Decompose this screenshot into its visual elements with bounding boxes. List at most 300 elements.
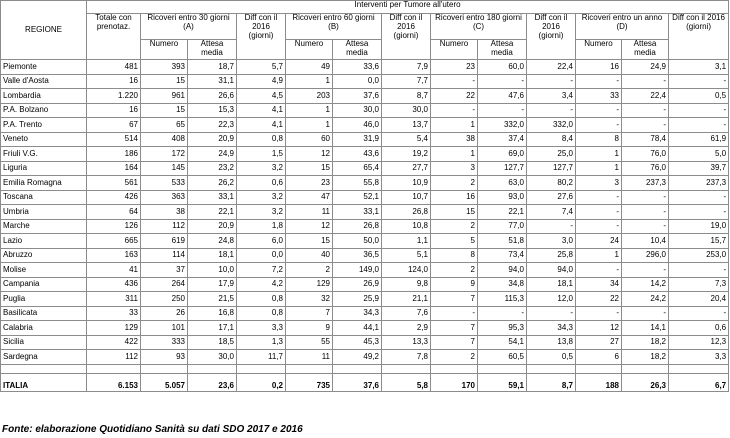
cell-d30: 6,0 xyxy=(237,234,286,249)
cell-d365: - xyxy=(669,74,729,89)
cell-d365: 0,5 xyxy=(669,89,729,104)
header-r365: Ricoveri entro un anno (D) xyxy=(576,14,669,40)
cell-d30: 3,2 xyxy=(237,190,286,205)
cell-d30: 1,5 xyxy=(237,147,286,162)
cell-r180-numero: 5 xyxy=(431,234,478,249)
header-d60: Diff con il 2016 (giorni) xyxy=(382,14,431,60)
cell-region: P.A. Bolzano xyxy=(1,103,87,118)
cell-r180-attesa: 47,6 xyxy=(478,89,527,104)
cell-total: 422 xyxy=(87,335,141,350)
cell-r365-numero: 24 xyxy=(576,234,622,249)
cell-d365: 12,3 xyxy=(669,335,729,350)
cell-d60: 9,8 xyxy=(382,277,431,292)
cell-r30-attesa: 26,6 xyxy=(188,89,237,104)
cell-d365: 15,7 xyxy=(669,234,729,249)
cell-d365: - xyxy=(669,190,729,205)
cell-total: 514 xyxy=(87,132,141,147)
cell-region: Campania xyxy=(1,277,87,292)
cell-r30-numero: 101 xyxy=(141,321,188,336)
cell-r180-numero: 9 xyxy=(431,277,478,292)
cell-r30-numero: 408 xyxy=(141,132,188,147)
cell-region: Lombardia xyxy=(1,89,87,104)
cell-r30-attesa: 33,1 xyxy=(188,190,237,205)
cell-r365-attesa: - xyxy=(622,74,669,89)
cell-d60: 7,9 xyxy=(382,60,431,75)
cell-r365-attesa: 78,4 xyxy=(622,132,669,147)
cell-d365: - xyxy=(669,306,729,321)
table-row xyxy=(1,350,729,365)
spacer-cell xyxy=(1,364,87,373)
cell-r180-attesa: 51,8 xyxy=(478,234,527,249)
cell-r60-numero: 2 xyxy=(286,263,333,278)
cell-d60: 7,8 xyxy=(382,350,431,365)
cell-r30-attesa: 23,6 xyxy=(188,373,237,391)
spacer-cell xyxy=(622,364,669,373)
header-attesa: Attesa media xyxy=(188,40,237,60)
table-row xyxy=(1,147,729,162)
cell-r60-attesa: 33,6 xyxy=(333,60,382,75)
cell-region: Marche xyxy=(1,219,87,234)
cell-d365: 7,3 xyxy=(669,277,729,292)
header-attesa: Attesa media xyxy=(478,40,527,60)
header-region: REGIONE xyxy=(1,1,87,60)
table-row xyxy=(1,263,729,278)
cell-r60-attesa: 52,1 xyxy=(333,190,382,205)
cell-r365-numero: 6 xyxy=(576,350,622,365)
cell-r30-attesa: 22,1 xyxy=(188,205,237,220)
cell-r180-numero: 2 xyxy=(431,263,478,278)
cell-d180: 12,0 xyxy=(527,292,576,307)
cell-r365-attesa: 26,3 xyxy=(622,373,669,391)
cell-r30-attesa: 18,7 xyxy=(188,60,237,75)
cell-d180: 127,7 xyxy=(527,161,576,176)
cell-r365-numero: - xyxy=(576,263,622,278)
spacer-cell xyxy=(237,364,286,373)
cell-r60-attesa: 37,6 xyxy=(333,373,382,391)
cell-r60-attesa: 49,2 xyxy=(333,350,382,365)
cell-r30-attesa: 30,0 xyxy=(188,350,237,365)
cell-d30: 3,2 xyxy=(237,205,286,220)
cell-total: 436 xyxy=(87,277,141,292)
cell-r60-numero: 49 xyxy=(286,60,333,75)
cell-r180-attesa: 127,7 xyxy=(478,161,527,176)
cell-r30-numero: 38 xyxy=(141,205,188,220)
cell-r30-attesa: 31,1 xyxy=(188,74,237,89)
cell-r365-attesa: 24,9 xyxy=(622,60,669,75)
cell-d180: - xyxy=(527,306,576,321)
cell-region: Sicilia xyxy=(1,335,87,350)
cell-r30-numero: 93 xyxy=(141,350,188,365)
cell-r180-attesa: 77,0 xyxy=(478,219,527,234)
header-r30: Ricoveri entro 30 giorni (A) xyxy=(141,14,237,40)
cell-total: 126 xyxy=(87,219,141,234)
cell-r30-numero: 333 xyxy=(141,335,188,350)
cell-r30-attesa: 22,3 xyxy=(188,118,237,133)
cell-r180-numero: 15 xyxy=(431,205,478,220)
cell-r30-numero: 15 xyxy=(141,74,188,89)
cell-r365-attesa: 24,2 xyxy=(622,292,669,307)
spacer-row xyxy=(1,364,729,373)
cell-d180: 332,0 xyxy=(527,118,576,133)
cell-d180: 8,7 xyxy=(527,373,576,391)
cell-r180-attesa: 115,3 xyxy=(478,292,527,307)
cell-r365-attesa: 18,2 xyxy=(622,350,669,365)
cell-r180-attesa: 60,0 xyxy=(478,60,527,75)
cell-d180: 8,4 xyxy=(527,132,576,147)
cell-r60-numero: 129 xyxy=(286,277,333,292)
table-row xyxy=(1,335,729,350)
cell-d180: 25,0 xyxy=(527,147,576,162)
cell-d30: 0,8 xyxy=(237,306,286,321)
cell-d180: 80,2 xyxy=(527,176,576,191)
cell-r365-attesa: 76,0 xyxy=(622,147,669,162)
cell-d60: 124,0 xyxy=(382,263,431,278)
header-numero: Numero xyxy=(576,40,622,60)
cell-r365-attesa: - xyxy=(622,306,669,321)
cell-r60-attesa: 44,1 xyxy=(333,321,382,336)
cell-r365-numero: 12 xyxy=(576,321,622,336)
cell-d30: 3,2 xyxy=(237,161,286,176)
cell-r180-numero: 170 xyxy=(431,373,478,391)
cell-r60-numero: 40 xyxy=(286,248,333,263)
cell-region: Umbria xyxy=(1,205,87,220)
cell-region: Veneto xyxy=(1,132,87,147)
header-group-title: Interventi per Tumore all'utero xyxy=(87,1,729,14)
header-r180: Ricoveri entro 180 giorni (C) xyxy=(431,14,527,40)
header-d30: Diff con il 2016 (giorni) xyxy=(237,14,286,60)
cell-d365: - xyxy=(669,103,729,118)
cell-d60: 13,3 xyxy=(382,335,431,350)
cell-r30-attesa: 20,9 xyxy=(188,219,237,234)
header-r60: Ricoveri entro 60 giorni (B) xyxy=(286,14,382,40)
cell-d180: 25,8 xyxy=(527,248,576,263)
cell-d60: 5,8 xyxy=(382,373,431,391)
cell-region: Valle d'Aosta xyxy=(1,74,87,89)
cell-d60: 26,8 xyxy=(382,205,431,220)
table-row xyxy=(1,190,729,205)
table-row xyxy=(1,176,729,191)
cell-r30-attesa: 24,9 xyxy=(188,147,237,162)
cell-r60-numero: 11 xyxy=(286,205,333,220)
spacer-cell xyxy=(141,364,188,373)
cell-r180-attesa: 73,4 xyxy=(478,248,527,263)
cell-r365-numero: - xyxy=(576,205,622,220)
cell-d365: 3,3 xyxy=(669,350,729,365)
cell-r365-attesa: - xyxy=(622,263,669,278)
cell-d60: 30,0 xyxy=(382,103,431,118)
cell-d180: 18,1 xyxy=(527,277,576,292)
cell-d30: 11,7 xyxy=(237,350,286,365)
cell-d365: 253,0 xyxy=(669,248,729,263)
cell-r30-numero: 264 xyxy=(141,277,188,292)
cell-r30-attesa: 16,8 xyxy=(188,306,237,321)
cell-r180-numero: 2 xyxy=(431,350,478,365)
cell-r180-numero: 2 xyxy=(431,176,478,191)
cell-d30: 1,8 xyxy=(237,219,286,234)
cell-d365: - xyxy=(669,205,729,220)
cell-d365: 20,4 xyxy=(669,292,729,307)
cell-d30: 4,1 xyxy=(237,103,286,118)
cell-r30-numero: 172 xyxy=(141,147,188,162)
cell-d180: 22,4 xyxy=(527,60,576,75)
table-row xyxy=(1,248,729,263)
cell-r180-attesa: - xyxy=(478,74,527,89)
cell-r60-attesa: 65,4 xyxy=(333,161,382,176)
table-row xyxy=(1,132,729,147)
cell-d30: 0,8 xyxy=(237,292,286,307)
cell-d365: 19,0 xyxy=(669,219,729,234)
cell-r30-attesa: 24,8 xyxy=(188,234,237,249)
cell-r60-attesa: 149,0 xyxy=(333,263,382,278)
cell-d30: 0,2 xyxy=(237,373,286,391)
cell-d365: 39,7 xyxy=(669,161,729,176)
cell-r365-attesa: 237,3 xyxy=(622,176,669,191)
cell-r365-numero: 22 xyxy=(576,292,622,307)
cell-r60-attesa: 25,9 xyxy=(333,292,382,307)
cell-r365-attesa: 22,4 xyxy=(622,89,669,104)
cell-r180-attesa: 37,4 xyxy=(478,132,527,147)
spacer-cell xyxy=(333,364,382,373)
cell-d60: 1,1 xyxy=(382,234,431,249)
cell-total: 186 xyxy=(87,147,141,162)
cell-total: 41 xyxy=(87,263,141,278)
cell-total: 16 xyxy=(87,103,141,118)
cell-d30: 4,5 xyxy=(237,89,286,104)
cell-d60: 7,7 xyxy=(382,74,431,89)
table-row xyxy=(1,103,729,118)
cell-d365: 6,7 xyxy=(669,373,729,391)
cell-r180-numero: 7 xyxy=(431,335,478,350)
cell-r365-attesa: - xyxy=(622,118,669,133)
cell-r60-attesa: 46,0 xyxy=(333,118,382,133)
cell-d180: 0,5 xyxy=(527,350,576,365)
cell-r60-attesa: 34,3 xyxy=(333,306,382,321)
cell-d30: 4,1 xyxy=(237,118,286,133)
cell-region: Puglia xyxy=(1,292,87,307)
cell-r60-numero: 7 xyxy=(286,306,333,321)
cell-r30-attesa: 10,0 xyxy=(188,263,237,278)
cell-r60-attesa: 26,9 xyxy=(333,277,382,292)
cell-d180: 7,4 xyxy=(527,205,576,220)
header-numero: Numero xyxy=(141,40,188,60)
header-d180: Diff con il 2016 (giorni) xyxy=(527,14,576,60)
cell-d60: 13,7 xyxy=(382,118,431,133)
table-row xyxy=(1,306,729,321)
cell-r365-numero: 8 xyxy=(576,132,622,147)
cell-r60-numero: 15 xyxy=(286,161,333,176)
cell-r365-numero: - xyxy=(576,306,622,321)
cell-region: Calabria xyxy=(1,321,87,336)
cell-d180: 94,0 xyxy=(527,263,576,278)
cell-r60-numero: 47 xyxy=(286,190,333,205)
cell-r365-attesa: 76,0 xyxy=(622,161,669,176)
cell-r30-numero: 363 xyxy=(141,190,188,205)
cell-r365-attesa: - xyxy=(622,219,669,234)
cell-r180-numero: 1 xyxy=(431,118,478,133)
cell-r180-attesa: 93,0 xyxy=(478,190,527,205)
cell-d60: 2,9 xyxy=(382,321,431,336)
cell-r180-attesa: 332,0 xyxy=(478,118,527,133)
cell-r30-attesa: 18,1 xyxy=(188,248,237,263)
cell-total: 129 xyxy=(87,321,141,336)
cell-r365-numero: - xyxy=(576,219,622,234)
cell-total: 64 xyxy=(87,205,141,220)
cell-r30-attesa: 21,5 xyxy=(188,292,237,307)
cell-r180-attesa: 95,3 xyxy=(478,321,527,336)
cell-r180-attesa: - xyxy=(478,306,527,321)
cell-total: 311 xyxy=(87,292,141,307)
cell-r30-attesa: 23,2 xyxy=(188,161,237,176)
cell-r180-numero: - xyxy=(431,306,478,321)
cell-region: Molise xyxy=(1,263,87,278)
cell-r60-attesa: 37,6 xyxy=(333,89,382,104)
cell-r180-numero: 38 xyxy=(431,132,478,147)
cell-total: 665 xyxy=(87,234,141,249)
cell-region: Toscana xyxy=(1,190,87,205)
cell-total: 481 xyxy=(87,60,141,75)
cell-r180-numero: 2 xyxy=(431,219,478,234)
cell-region: Lazio xyxy=(1,234,87,249)
cell-total: 16 xyxy=(87,74,141,89)
cell-r60-attesa: 36,5 xyxy=(333,248,382,263)
source-note: Fonte: elaborazione Quotidiano Sanità su dati SDO 2017 e 2016 xyxy=(2,424,303,435)
cell-r30-numero: 393 xyxy=(141,60,188,75)
cell-r60-numero: 203 xyxy=(286,89,333,104)
cell-region: Abruzzo xyxy=(1,248,87,263)
cell-d30: 0,0 xyxy=(237,248,286,263)
cell-r365-numero: 1 xyxy=(576,161,622,176)
cell-d30: 5,7 xyxy=(237,60,286,75)
spacer-cell xyxy=(669,364,729,373)
cell-r180-numero: 1 xyxy=(431,147,478,162)
total-row xyxy=(1,373,729,391)
cell-d180: 3,4 xyxy=(527,89,576,104)
cell-d60: 10,9 xyxy=(382,176,431,191)
cell-region: Emilia Romagna xyxy=(1,176,87,191)
cell-d60: 21,1 xyxy=(382,292,431,307)
cell-r365-attesa: 14,1 xyxy=(622,321,669,336)
cell-r30-numero: 15 xyxy=(141,103,188,118)
spacer-cell xyxy=(382,364,431,373)
cell-r30-numero: 619 xyxy=(141,234,188,249)
cell-r60-numero: 1 xyxy=(286,103,333,118)
cell-r365-numero: 1 xyxy=(576,248,622,263)
spacer-cell xyxy=(576,364,622,373)
table-row xyxy=(1,321,729,336)
cell-d180: 13,8 xyxy=(527,335,576,350)
table-row xyxy=(1,74,729,89)
spacer-cell xyxy=(527,364,576,373)
cell-r365-attesa: - xyxy=(622,103,669,118)
cell-total: 1.220 xyxy=(87,89,141,104)
cell-r30-attesa: 17,9 xyxy=(188,277,237,292)
cell-r180-attesa: 22,1 xyxy=(478,205,527,220)
cell-r365-numero: 34 xyxy=(576,277,622,292)
cell-d365: 0,6 xyxy=(669,321,729,336)
cell-d365: 61,9 xyxy=(669,132,729,147)
cell-total: 67 xyxy=(87,118,141,133)
cell-region: P.A. Trento xyxy=(1,118,87,133)
cell-r60-attesa: 45,3 xyxy=(333,335,382,350)
cell-r60-numero: 55 xyxy=(286,335,333,350)
cell-r30-numero: 533 xyxy=(141,176,188,191)
cell-d365: 237,3 xyxy=(669,176,729,191)
cell-d365: - xyxy=(669,118,729,133)
cell-r60-numero: 12 xyxy=(286,219,333,234)
cell-r180-numero: 22 xyxy=(431,89,478,104)
table-row xyxy=(1,89,729,104)
cell-total: 6.153 xyxy=(87,373,141,391)
table-row xyxy=(1,161,729,176)
cell-r365-numero: - xyxy=(576,118,622,133)
cell-r365-numero: 27 xyxy=(576,335,622,350)
cell-region: Liguria xyxy=(1,161,87,176)
cell-total: 112 xyxy=(87,350,141,365)
cell-d30: 4,2 xyxy=(237,277,286,292)
cell-r60-numero: 12 xyxy=(286,147,333,162)
cell-r180-numero: 3 xyxy=(431,161,478,176)
cell-region: ITALIA xyxy=(1,373,87,391)
cell-d365: 3,1 xyxy=(669,60,729,75)
table-row xyxy=(1,60,729,75)
cell-r60-numero: 9 xyxy=(286,321,333,336)
cell-r30-attesa: 18,5 xyxy=(188,335,237,350)
cell-r365-attesa: 18,2 xyxy=(622,335,669,350)
header-total: Totale con prenotaz. xyxy=(87,14,141,60)
spacer-cell xyxy=(431,364,478,373)
cell-r365-numero: 1 xyxy=(576,147,622,162)
table-row xyxy=(1,292,729,307)
cell-r30-numero: 112 xyxy=(141,219,188,234)
table-row xyxy=(1,118,729,133)
cell-r30-attesa: 15,3 xyxy=(188,103,237,118)
cell-d60: 27,7 xyxy=(382,161,431,176)
cell-r60-numero: 60 xyxy=(286,132,333,147)
cell-d60: 10,8 xyxy=(382,219,431,234)
cell-r180-attesa: 54,1 xyxy=(478,335,527,350)
cell-r180-attesa: 63,0 xyxy=(478,176,527,191)
cell-region: Sardegna xyxy=(1,350,87,365)
cell-r180-attesa: 60,5 xyxy=(478,350,527,365)
cell-r60-attesa: 50,0 xyxy=(333,234,382,249)
cell-total: 426 xyxy=(87,190,141,205)
cell-r30-numero: 37 xyxy=(141,263,188,278)
table-row xyxy=(1,219,729,234)
cell-r365-attesa: 10,4 xyxy=(622,234,669,249)
cell-r60-numero: 23 xyxy=(286,176,333,191)
cell-d30: 0,8 xyxy=(237,132,286,147)
table-body xyxy=(1,60,729,392)
cell-r180-numero: 7 xyxy=(431,292,478,307)
cell-r180-numero: - xyxy=(431,74,478,89)
cell-d180: 27,6 xyxy=(527,190,576,205)
header-d365: Diff con il 2016 (giorni) xyxy=(669,14,729,60)
header-numero: Numero xyxy=(286,40,333,60)
cell-d30: 7,2 xyxy=(237,263,286,278)
cell-r30-numero: 65 xyxy=(141,118,188,133)
cell-d30: 4,9 xyxy=(237,74,286,89)
cell-r60-numero: 1 xyxy=(286,74,333,89)
cell-r60-numero: 1 xyxy=(286,118,333,133)
cell-r365-numero: - xyxy=(576,74,622,89)
header-attesa: Attesa media xyxy=(622,40,669,60)
cell-r60-attesa: 43,6 xyxy=(333,147,382,162)
cell-r60-attesa: 30,0 xyxy=(333,103,382,118)
cell-r60-numero: 15 xyxy=(286,234,333,249)
cell-d30: 0,6 xyxy=(237,176,286,191)
cell-d60: 19,2 xyxy=(382,147,431,162)
cell-r180-attesa: - xyxy=(478,103,527,118)
